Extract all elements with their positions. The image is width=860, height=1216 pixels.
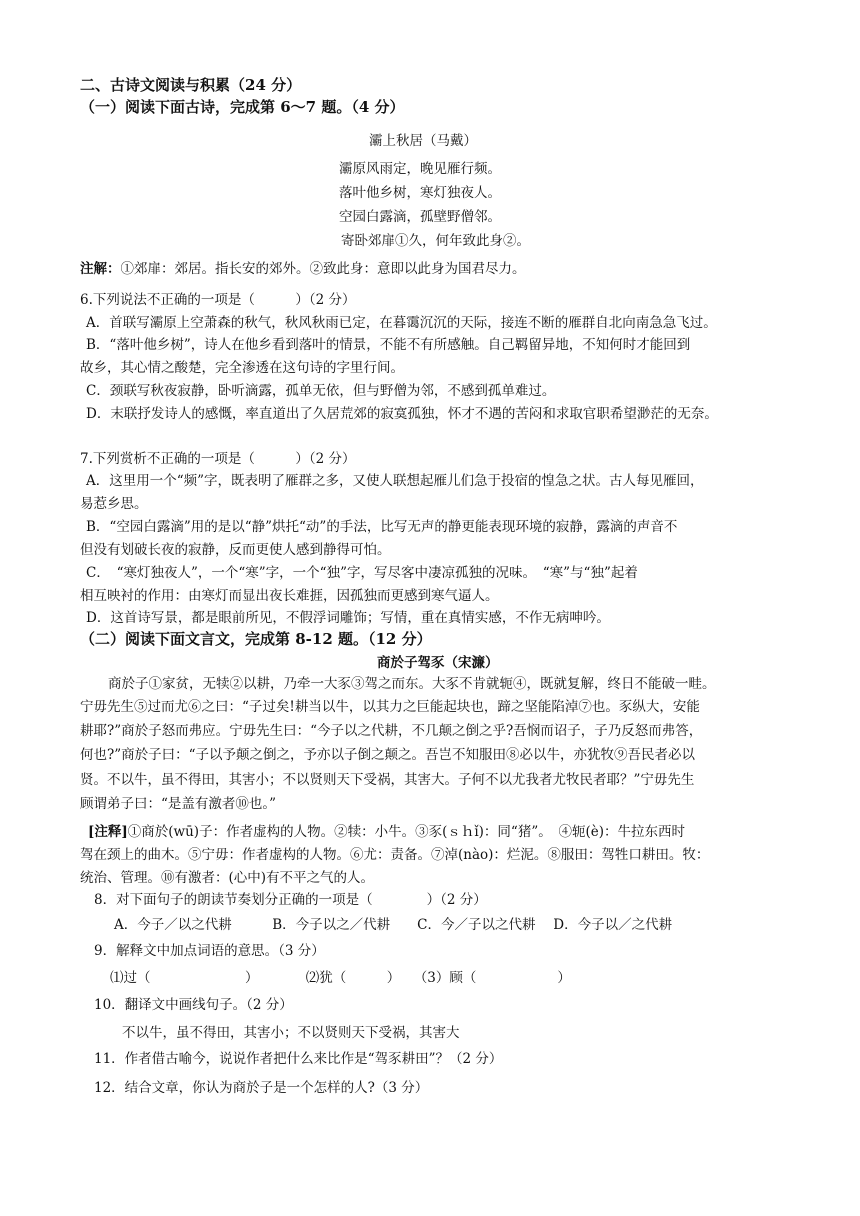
q7-option-b-cont: 但没有划破长夜的寂静，反而更使人感到静得可怕。 [80,542,391,558]
text-line: 何也?”商於子曰：“子以予颠之倒之，予亦以子倒之颠之。吾岂不知服田⑧必以牛，亦犹牧⑨吾民者必以 [80,747,696,763]
poem-line: 寄卧郊扉①久，何年致此身②。 [341,233,530,249]
q10-stem: 10．翻译文中画线句子。（2 分） [94,997,293,1013]
poem-line: 落叶他乡树，寒灯独夜人。 [339,185,501,201]
poem-title: 灞上秋居（马戴） [369,133,477,149]
q11-stem: 11．作者借古喻今，说说作者把什么来比作是“驾豕耕田”？（2 分） [94,1051,503,1067]
text-line: 商於子①家贫，无犊②以耕，乃牵一大豕③驾之而东。大豕不肯就轭④，既就复解，终日不能破一畦。 [108,676,716,692]
part2-heading: （二）阅读下面文言文，完成第 8-12 题。（12 分） [80,630,432,648]
poem-note [80,260,526,278]
note-line: ①商於(wū)子：作者虚构的人物。②犊：小牛。③豕(ｓｈǐ)：同“猪”。 ④轭(è)：牛拉东西时 [127,824,685,840]
text-line: 耕耶?”商於子怒而弗应。宁毋先生曰：“今子以之代耕，不几颠之倒之乎?吾悯而诏子，子乃反怒而弗答， [80,723,703,739]
q7-option-d: D．这首诗写景，都是眼前所见，不假浮词雕饰；写情，重在真情实感，不作无病呻吟。 [86,610,610,626]
q6-stem: 6.下列说法不正确的一项是（ ）（2 分） [80,292,356,308]
q7-option-a-cont: 易惹乡思。 [80,496,148,512]
poem-line: 空园白露滴，孤壁野僧邻。 [339,209,501,225]
q12-stem: 12．结合文章，你认为商於子是一个怎样的人?（3 分） [94,1080,429,1096]
q9-stem: 9．解释文中加点词语的意思。（3 分） [94,943,325,959]
text-title: 商於子驾豕（宋濂） [377,655,499,671]
text-line: 顾谓弟子曰：“是盖有激者⑩也。” [80,796,277,812]
part1-heading: （一）阅读下面古诗，完成第 6～7 题。（4 分） [80,98,405,116]
q6-option-c: C．颈联写秋夜寂静，卧听滴露，孤单无依，但与野僧为邻，不感到孤单难过。 [86,383,556,399]
q8-options: A．今子／以之代耕 B．今子以之／代耕 C．今／子以之代耕 D．今子以／之代耕 [114,917,673,933]
q8-stem: 8．对下面句子的朗读节奏划分正确的一项是（ ）（2 分） [94,892,487,908]
text-line: 贤。不以牛，虽不得田，其害小；不以贤则天下受祸，其害大。子何不以尤我者尤牧民者耶？”宁毋先生 [80,772,695,788]
note-text: ①郊扉：郊居。指长安的郊外。②致此身：意即以此身为国君尽力。 [120,261,526,277]
q7-option-c: C． “寒灯独夜人”，一个“寒”字，一个“独”字，写尽客中凄凉孤独的况味。 “寒”与“独”起着 [86,565,638,581]
q9-blanks: ⑴过（ ） ⑵犹（ ） （3）顾（ ） [110,970,571,986]
q6-option-a: A．首联写灞原上空萧森的秋气，秋风秋雨已定，在暮霭沉沉的天际，接连不断的雁群自北向南急急飞过。 [86,315,717,331]
note-label: 注解： [80,261,121,277]
section-title: 二、古诗文阅读与积累（24 分） [80,76,302,94]
note-label: [注释] [88,824,128,840]
q6-option-d: D．末联抒发诗人的感慨，率直道出了久居荒郊的寂寞孤独，怀才不遇的苦闷和求取官职希望渺茫的无奈。 [86,406,718,422]
note-line: 统治、管理。⑩有激者：(心中)有不平之气的人。 [80,870,375,886]
q7-option-a: A．这里用一个“频”字，既表明了雁群之多，又使人联想起雁儿们急于投宿的惶急之状。古人每见雁回， [86,473,704,489]
q6-option-b: B．“落叶他乡树”，诗人在他乡看到落叶的情景，不能不有所感触。自己羁留异地，不知何时才能回到 [86,337,691,353]
text-note [88,823,685,841]
note-line: 驾在颈上的曲木。⑤宁毋：作者虚构的人物。⑥尤：责备。⑦淖(nào)：烂泥。⑧服田：驾牲口耕田。牧： [80,847,710,863]
q7-option-b: B．“空园白露滴”用的是以“静”烘托“动”的手法，比写无声的静更能表现环境的寂静，露滴的声音不 [86,519,678,535]
q10-sentence: 不以牛，虽不得田，其害小；不以贤则天下受祸，其害大 [122,1025,460,1041]
text-line: 宁毋先生⑤过而尤⑥之曰：“子过矣!耕当以牛，以其力之巨能起块也，蹄之坚能陷淖⑦也。豕纵大，安能 [80,699,700,715]
q6-option-b-cont: 故乡，其心情之酸楚，完全渗透在这句诗的字里行间。 [80,360,404,376]
poem-line: 灞原风雨定，晚见雁行频。 [339,161,501,177]
q7-option-c-cont: 相互映衬的作用：由寒灯而显出夜长难捱，因孤独而更感到寒气逼人。 [80,588,499,604]
q7-stem: 7.下列赏析不正确的一项是（ ）（2 分） [80,451,356,467]
